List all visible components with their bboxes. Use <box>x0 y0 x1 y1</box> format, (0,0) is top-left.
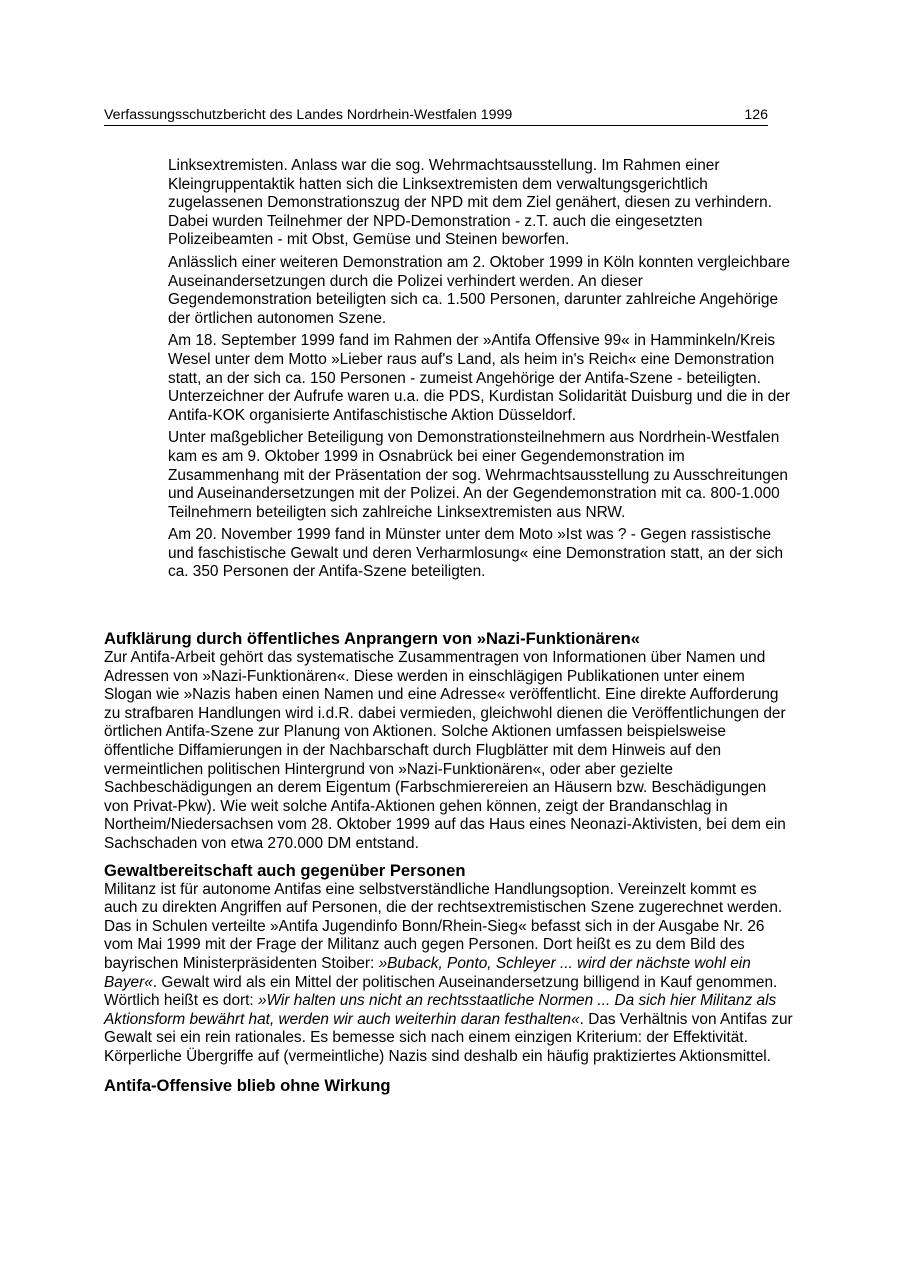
section-heading: Gewaltbereitschaft auch gegenüber Personen <box>104 860 466 880</box>
section-body: Zur Antifa-Arbeit gehört das systematische Zusammentragen von Informationen über Namen und Adressen von »Nazi-Funktionären«. Diese werden in einschlägigen Publikationen unter einem Slogan wie »Nazis haben einen Namen und eine Adresse« veröffentlicht. Eine direkte Aufforderung zu strafbaren Handlungen wird i.d.R. dabei vermieden, gleichwohl dienen die Veröffentlichungen der örtlichen Antifa-Szene zur Planung von Aktionen. Solche Aktionen umfassen beispielsweise öffentliche Diffamierungen in der Nachbarschaft durch Flugblätter mit dem Hinweis auf den vermeintlichen politischen Hintergrund von »Nazi-Funktionären«, oder aber gezielte Sachbeschädigungen an derem Eigentum (Farbschmierereien an Häusern bzw. Beschädigungen von Privat-Pkw). Wie weit solche Antifa-Aktionen gehen können, zeigt der Brandanschlag in Northeim/Niedersachsen vom 28. Oktober 1999 auf das Haus eines Neonazi-Aktivisten, bei dem ein Sachschaden von etwa 270.000 DM entstand. <box>104 649 786 852</box>
paragraph: Am 20. November 1999 fand in Münster unter dem Moto »Ist was ? - Gegen rassistische und faschistische Gewalt und deren Verharmlosung« eine Demonstration statt, an der sich ca. 350 Personen der Antifa-Szene beteiligten. <box>168 526 784 581</box>
paragraph: Am 18. September 1999 fand im Rahmen der »Antifa Offensive 99« in Hamminkeln/Kreis Wesel unter dem Motto »Lieber raus auf's Land, als heim in's Reich« eine Demonstration statt, an der sich ca. 150 Personen - zumeist Angehörige der Antifa-Szene - beteiligten. Unterzeichner der Aufrufe waren u.a. die PDS, Kurdistan Solidarität Duisburg und die in der Antifa-KOK organisierte Antifaschistische Aktion Düsseldorf. <box>168 332 790 424</box>
paragraph: Anlässlich einer weiteren Demonstration am 2. Oktober 1999 in Köln konnten vergleichbare Auseinandersetzungen durch die Polizei verhindert werden. An dieser Gegendemonstration beteiligten sich ca. 1.500 Personen, darunter zahlreiche Angehörige der örtlichen autonomen Szene. <box>168 253 790 327</box>
header-title: Verfassungsschutzbericht des Landes Nordrhein-Westfalen 1999 <box>104 107 513 123</box>
section-heading: Aufklärung durch öffentliches Anprangern von »Nazi-Funktionären« <box>104 629 640 648</box>
quote: »Wir halten uns nicht an rechtsstaatliche Normen ... Da sich hier Militanz als Aktionsform bewährt hat, werden wir auch weiterhin daran festhalten« <box>104 992 777 1028</box>
body-text: Militanz ist für autonome Antifas eine selbstverständliche Handlungsoption. Vereinzelt kommt es auch zu direkten Angriffen auf Personen, die der rechtsextremistischen Szene zugerechnet werden. Das in Schulen verteilte »Antifa Jugendinfo Bonn/Rhein-Sieg« befasst sich in der Ausgabe Nr. 26 vom Mai 1999 mit der Frage der Militanz auch gegen Personen. Dort heißt es zu dem Bild des bayrischen Ministerpräsidenten Stoiber: <box>104 880 783 972</box>
quote: »Buback, Ponto, Schleyer ... wird der nächste wohl ein Bayer« <box>104 954 751 991</box>
page-header <box>104 107 768 126</box>
paragraph: Unter maßgeblicher Beteiligung von Demonstrationsteilnehmern aus Nordrhein-Westfalen kam es am 9. Oktober 1999 in Osnabrück bei einer Gegendemonstration im Zusammenhang mit der Präsentation der sog. Wehrmachtsausstellung zu Ausschreitungen und Auseinandersetzungen mit der Polizei. An der Gegendemonstration mit ca. 800-1.000 Teilnehmern beteiligten sich zahlreiche Linksextremisten aus NRW. <box>168 429 788 521</box>
page-number: 126 <box>744 107 768 123</box>
paragraph: Linksextremisten. Anlass war die sog. Wehrmachtsausstellung. Im Rahmen einer Kleingruppentaktik hatten sich die Linksextremisten dem verwaltungsgerichtlich zugelassenen Demonstrationszug der NPD mit dem Ziel genähert, diesen zu verhindern. Dabei wurden Teilnehmer der NPD-Demonstration - z.T. auch die eingesetzten Polizeibeamten - mit Obst, Gemüse und Steinen beworfen. <box>168 157 772 249</box>
body-text: . Gewalt wird als ein Mittel der politischen Auseinandersetzung billigend in Kauf genommen. Wörtlich heißt es dort: <box>104 973 778 1010</box>
section-heading: Antifa-Offensive blieb ohne Wirkung <box>104 1076 391 1096</box>
indented-paragraphs <box>168 157 790 586</box>
section-body <box>104 881 794 1067</box>
main-content <box>104 629 794 1096</box>
body-text: . Das Verhältnis von Antifas zur Gewalt sei ein rein rationales. Es bemesse sich nach einem einzigen Kriterium: der Effektivität. Körperliche Übergriffe auf (vermeintliche) Nazis sind deshalb ein häufig praktiziertes Aktionsmittel. <box>104 1010 793 1065</box>
